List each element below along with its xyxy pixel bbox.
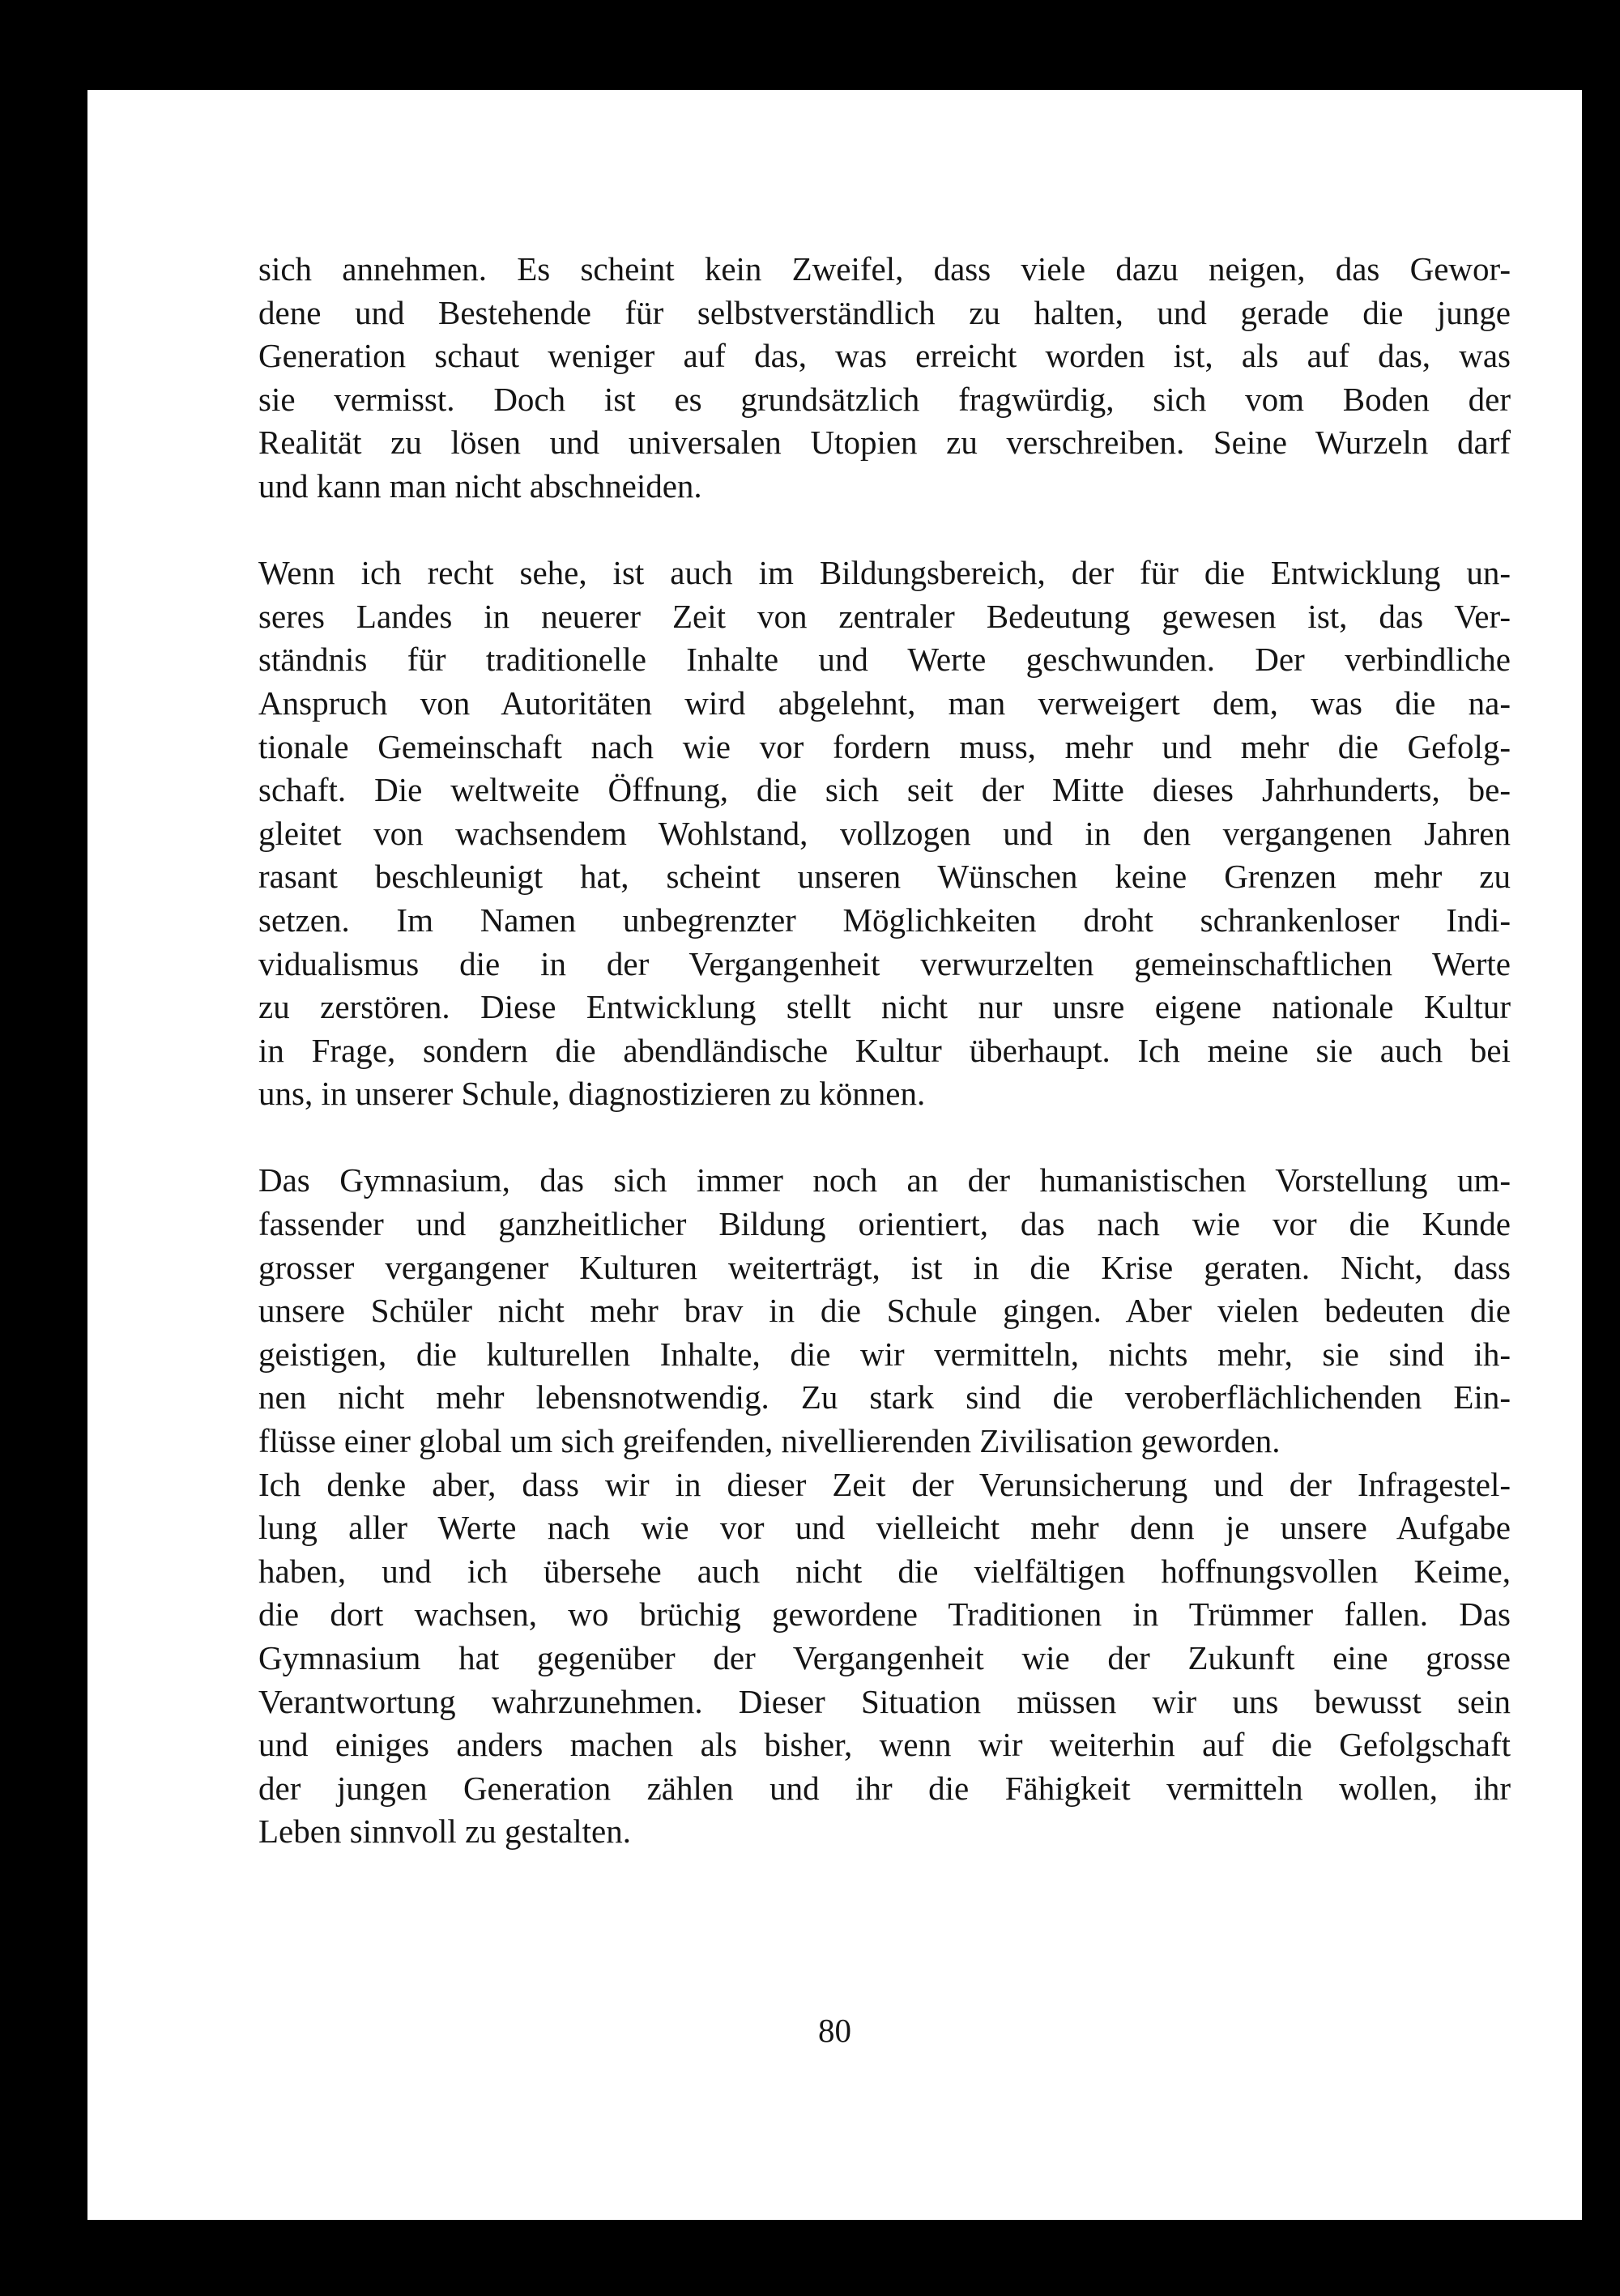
text-line: und kann man nicht abschneiden.	[258, 466, 702, 505]
text-line: nen nicht mehr lebensnotwendig. Zu stark sind die veroberflächlichenden Ein-	[258, 1378, 1511, 1416]
text-line: Realität zu lösen und universalen Utopien zu verschreiben. Seine Wurzeln darf	[258, 424, 1511, 462]
text-line: seres Landes in neuerer Zeit von zentraler Bedeutung gewesen ist, das Ver-	[258, 597, 1511, 635]
text-line: fassender und ganzheitlicher Bildung orientiert, das nach wie vor die Kunde	[258, 1205, 1511, 1243]
document-page	[87, 90, 1582, 2220]
text-line: unsere Schüler nicht mehr brav in die Schule gingen. Aber vielen bedeuten die	[258, 1292, 1511, 1330]
text-line: geistigen, die kulturellen Inhalte, die wir vermitteln, nichts mehr, sie sind ih-	[258, 1335, 1511, 1373]
text-line: sie vermisst. Doch ist es grundsätzlich fragwürdig, sich vom Boden der	[258, 380, 1511, 418]
text-line: Gymnasium hat gegenüber der Vergangenheit wie der Zukunft eine grosse	[258, 1639, 1511, 1676]
text-line: haben, und ich übersehe auch nicht die vielfältigen hoffnungsvollen Keime,	[258, 1552, 1511, 1590]
text-line: Leben sinnvoll zu gestalten.	[258, 1813, 631, 1851]
text-line: vidualismus die in der Vergangenheit verwurzelten gemeinschaftlichen Werte	[258, 944, 1511, 982]
paragraph-4	[258, 1463, 1511, 1854]
text-line: lung aller Werte nach wie vor und vielleicht mehr denn je unsere Aufgabe	[258, 1509, 1511, 1547]
body-text	[258, 248, 1511, 1854]
paragraph-2	[258, 552, 1511, 1116]
text-line: Wenn ich recht sehe, ist auch im Bildungsbereich, der für die Entwicklung un-	[258, 554, 1511, 592]
paragraph-1	[258, 248, 1511, 509]
text-line: Anspruch von Autoritäten wird abgelehnt, man verweigert dem, was die na-	[258, 684, 1511, 722]
text-line: sich annehmen. Es scheint kein Zweifel, dass viele dazu neigen, das Gewor-	[258, 250, 1511, 288]
text-line: schaft. Die weltweite Öffnung, die sich seit der Mitte dieses Jahrhunderts, be-	[258, 771, 1511, 809]
text-line: Generation schaut weniger auf das, was erreicht worden ist, als auf das, was	[258, 337, 1511, 375]
text-line: grosser vergangener Kulturen weiterträgt, ist in die Krise geraten. Nicht, dass	[258, 1248, 1511, 1286]
text-line: flüsse einer global um sich greifenden, nivellierenden Zivilisation geworden.	[258, 1422, 1281, 1460]
text-line: Das Gymnasium, das sich immer noch an der humanistischen Vorstellung um-	[258, 1161, 1511, 1199]
text-line: und einiges anders machen als bisher, wenn wir weiterhin auf die Gefolgschaft	[258, 1726, 1511, 1764]
text-line: der jungen Generation zählen und ihr die Fähigkeit vermitteln wollen, ihr	[258, 1769, 1511, 1807]
text-line: zu zerstören. Diese Entwicklung stellt nicht nur unsre eigene nationale Kultur	[258, 988, 1511, 1026]
page-number: 80	[818, 2012, 851, 2049]
text-line: uns, in unserer Schule, diagnostizieren zu können.	[258, 1075, 926, 1113]
text-line: tionale Gemeinschaft nach wie vor fordern muss, mehr und mehr die Gefolg-	[258, 727, 1511, 765]
text-line: Verantwortung wahrzunehmen. Dieser Situation müssen wir uns bewusst sein	[258, 1682, 1511, 1720]
text-line: ständnis für traditionelle Inhalte und Werte geschwunden. Der verbindliche	[258, 641, 1511, 679]
text-line: dene und Bestehende für selbstverständlich zu halten, und gerade die junge	[258, 293, 1511, 331]
paragraph-3	[258, 1159, 1511, 1463]
text-line: setzen. Im Namen unbegrenzter Möglichkeiten droht schrankenloser Indi-	[258, 901, 1511, 939]
text-line: in Frage, sondern die abendländische Kultur überhaupt. Ich meine sie auch bei	[258, 1031, 1511, 1069]
text-line: gleitet von wachsendem Wohlstand, vollzogen und in den vergangenen Jahren	[258, 814, 1511, 852]
text-line: die dort wachsen, wo brüchig gewordene Traditionen in Trümmer fallen. Das	[258, 1595, 1511, 1634]
text-line: rasant beschleunigt hat, scheint unseren Wünschen keine Grenzen mehr zu	[258, 858, 1511, 896]
text-line: Ich denke aber, dass wir in dieser Zeit der Verunsicherung und der Infragestel-	[258, 1465, 1511, 1503]
